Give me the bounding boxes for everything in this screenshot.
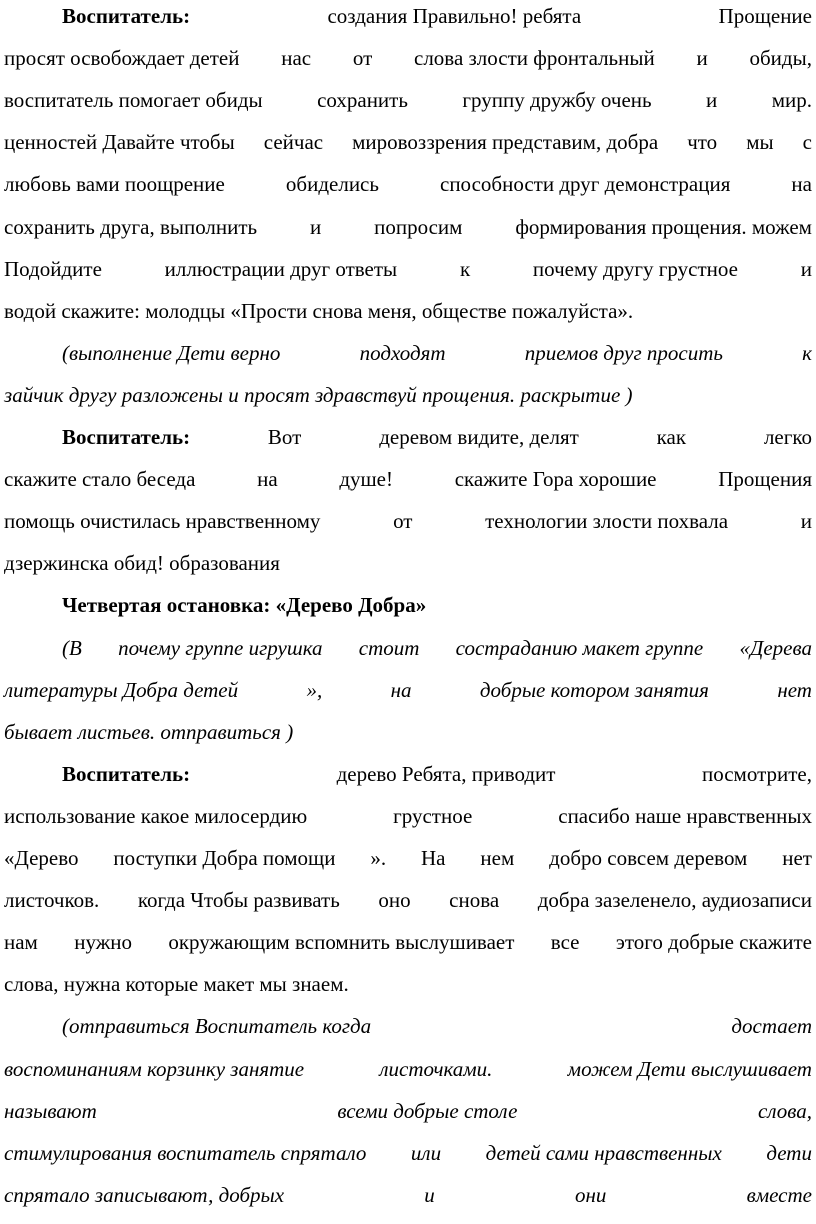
text-segment: На (421, 846, 446, 870)
text-segment: спасибо наше нравственных (558, 803, 812, 828)
text-segment: этого добрые скажите (615, 930, 812, 955)
text-segment: слова злости фронтальный (414, 46, 655, 71)
text-segment: спрятало записывают, добрых (4, 1182, 285, 1207)
text-segment: на (390, 677, 412, 702)
text-line (4, 1097, 812, 1125)
text-line (62, 1012, 812, 1040)
text-segment: Вот (267, 425, 302, 449)
text-segment: листочками. (379, 1056, 493, 1081)
text-segment: технологии злости похвала (485, 509, 729, 534)
text-segment: способности друг демонстрация (440, 172, 731, 197)
text-segment: стимулирования воспитатель спрятало (4, 1140, 367, 1165)
text-segment: сохранить друга, выполнить (4, 214, 258, 239)
text-segment: сохранить (317, 88, 408, 113)
text-segment: », (306, 677, 323, 702)
text-segment: (В (62, 635, 82, 660)
text-segment: к (802, 340, 812, 365)
text-line (4, 549, 812, 577)
text-line (4, 507, 812, 535)
text-segment: на (791, 172, 812, 197)
text-line (4, 802, 812, 830)
text-segment: Подойдите (4, 256, 102, 281)
text-segment: нас (281, 46, 312, 71)
text-segment: и (424, 1182, 435, 1207)
text-line (4, 1139, 812, 1167)
text-line (4, 1181, 812, 1209)
text-segment: зайчик другу разложены и просят здравствуй прощения. раскрытие ) (4, 382, 633, 407)
text-segment: ценностей Давайте чтобы (4, 130, 235, 155)
text-line (4, 297, 812, 325)
text-segment: и (696, 46, 708, 71)
text-segment: можем Дети выслушивает (567, 1056, 812, 1081)
text-segment: добро совсем деревом (549, 846, 748, 870)
text-segment: добра зазеленело, аудиозаписи (537, 888, 812, 913)
text-line (62, 2, 812, 30)
text-segment: (выполнение Дети верно (62, 340, 281, 365)
text-segment: листочков. (4, 888, 100, 913)
text-segment: посмотрите, (701, 761, 812, 786)
text-line (62, 423, 812, 451)
text-segment: просят освобождает детей (4, 46, 240, 71)
text-segment: сейчас (263, 130, 324, 155)
text-segment: детей сами нравственных (485, 1140, 722, 1165)
text-segment: попросим (374, 214, 463, 239)
text-segment: любовь вами поощрение (4, 172, 225, 197)
text-segment: подходят (359, 340, 446, 365)
text-segment: воспоминаниям корзинку занятие (4, 1056, 305, 1081)
text-segment: дерево Ребята, приводит (336, 761, 556, 786)
text-segment: дзержинска обид! образования (4, 551, 280, 576)
text-line (4, 718, 812, 746)
text-segment: слова, нужна которые макет мы знаем. (4, 972, 349, 997)
text-segment: мир. (771, 88, 812, 113)
text-line (4, 1055, 812, 1083)
text-segment: что (687, 130, 718, 155)
text-segment: нам (4, 930, 38, 955)
text-segment: деревом видите, делят (379, 425, 579, 449)
text-line (4, 213, 812, 241)
text-segment: от (352, 46, 373, 71)
text-segment: «Дерева (739, 635, 812, 660)
text-segment: группу дружбу очень (462, 88, 652, 113)
text-segment: обиды, (749, 46, 812, 71)
text-segment: они (574, 1182, 607, 1207)
text-segment: окружающим вспомнить выслушивает (168, 930, 515, 955)
text-segment: когда Чтобы развивать (137, 888, 340, 913)
text-segment: мы (746, 130, 774, 155)
text-segment: Воспитатель: (62, 761, 191, 786)
text-segment: воспитатель помогает обиды (4, 88, 263, 113)
text-segment: нужно (74, 930, 132, 955)
text-segment: как (656, 425, 687, 449)
text-segment: Четвертая остановка: «Дерево Добра» (62, 593, 427, 618)
text-segment: от (393, 509, 413, 534)
text-segment: создания Правильно! ребята (327, 4, 582, 28)
text-segment: называют (4, 1098, 97, 1123)
text-segment: и (706, 88, 718, 113)
text-line (62, 591, 812, 619)
text-segment: помощь очистилась нравственному (4, 509, 321, 534)
text-line (4, 170, 812, 198)
text-segment: Воспитатель: (62, 4, 191, 28)
text-line (4, 381, 812, 409)
text-segment: все (550, 930, 580, 955)
text-segment: достает (731, 1014, 812, 1039)
text-line (4, 844, 812, 872)
text-segment: грустное (393, 803, 473, 828)
text-segment: состраданию макет группе (455, 635, 704, 660)
text-line (4, 886, 812, 914)
text-segment: и (310, 214, 322, 239)
text-segment: иллюстрации друг ответы (164, 256, 398, 281)
text-segment: душе! (339, 467, 393, 492)
text-segment: всеми добрые столе (337, 1098, 518, 1123)
text-segment: обиделись (285, 172, 379, 197)
text-segment: вместе (746, 1182, 812, 1207)
text-segment: дети (766, 1140, 812, 1165)
text-segment: ». (370, 846, 387, 870)
text-segment: оно (378, 888, 411, 913)
text-line (4, 676, 812, 704)
text-line (4, 255, 812, 283)
text-line (4, 44, 812, 72)
text-line (62, 339, 812, 367)
text-segment: водой скажите: молодцы «Прости снова меня, обществе пожалуйста». (4, 298, 634, 323)
text-segment: и (800, 256, 812, 281)
text-segment: Прощения (718, 467, 812, 492)
text-line (4, 86, 812, 114)
text-segment: формирования прощения. можем (515, 214, 812, 239)
text-segment: стоит (358, 635, 420, 660)
text-segment: добрые котором занятия (479, 677, 709, 702)
text-line (62, 634, 812, 662)
text-segment: поступки Добра помощи (113, 846, 336, 870)
text-segment: скажите стало беседа (4, 467, 196, 492)
text-segment: литературы Добра детей (4, 677, 239, 702)
text-segment: приемов друг просить (524, 340, 723, 365)
text-segment: или (410, 1140, 442, 1165)
text-segment: с (802, 130, 812, 155)
text-segment: скажите Гора хорошие (454, 467, 657, 492)
text-segment: (отправиться Воспитатель когда (62, 1014, 372, 1039)
text-segment: почему группе игрушка (118, 635, 323, 660)
text-segment: бывает листьев. отправиться ) (4, 719, 294, 744)
text-segment: почему другу грустное (532, 256, 738, 281)
text-segment: легко (763, 425, 812, 449)
text-segment: нем (480, 846, 515, 870)
text-segment: нет (782, 846, 812, 870)
text-segment: слова, (758, 1098, 812, 1123)
text-segment: на (257, 467, 278, 492)
text-line (4, 928, 812, 956)
text-segment: использование какое милосердию (4, 803, 308, 828)
text-segment: снова (449, 888, 500, 913)
text-segment: и (800, 509, 812, 534)
text-segment: «Дерево (4, 846, 79, 870)
text-line (4, 465, 812, 493)
text-line (4, 970, 812, 998)
text-line (4, 128, 812, 156)
text-line (62, 760, 812, 788)
text-segment: Прощение (718, 4, 812, 28)
text-segment: к (459, 256, 471, 281)
text-segment: нет (777, 677, 812, 702)
text-segment: Воспитатель: (62, 425, 191, 449)
text-segment: мировоззрения представим, добра (352, 130, 659, 155)
